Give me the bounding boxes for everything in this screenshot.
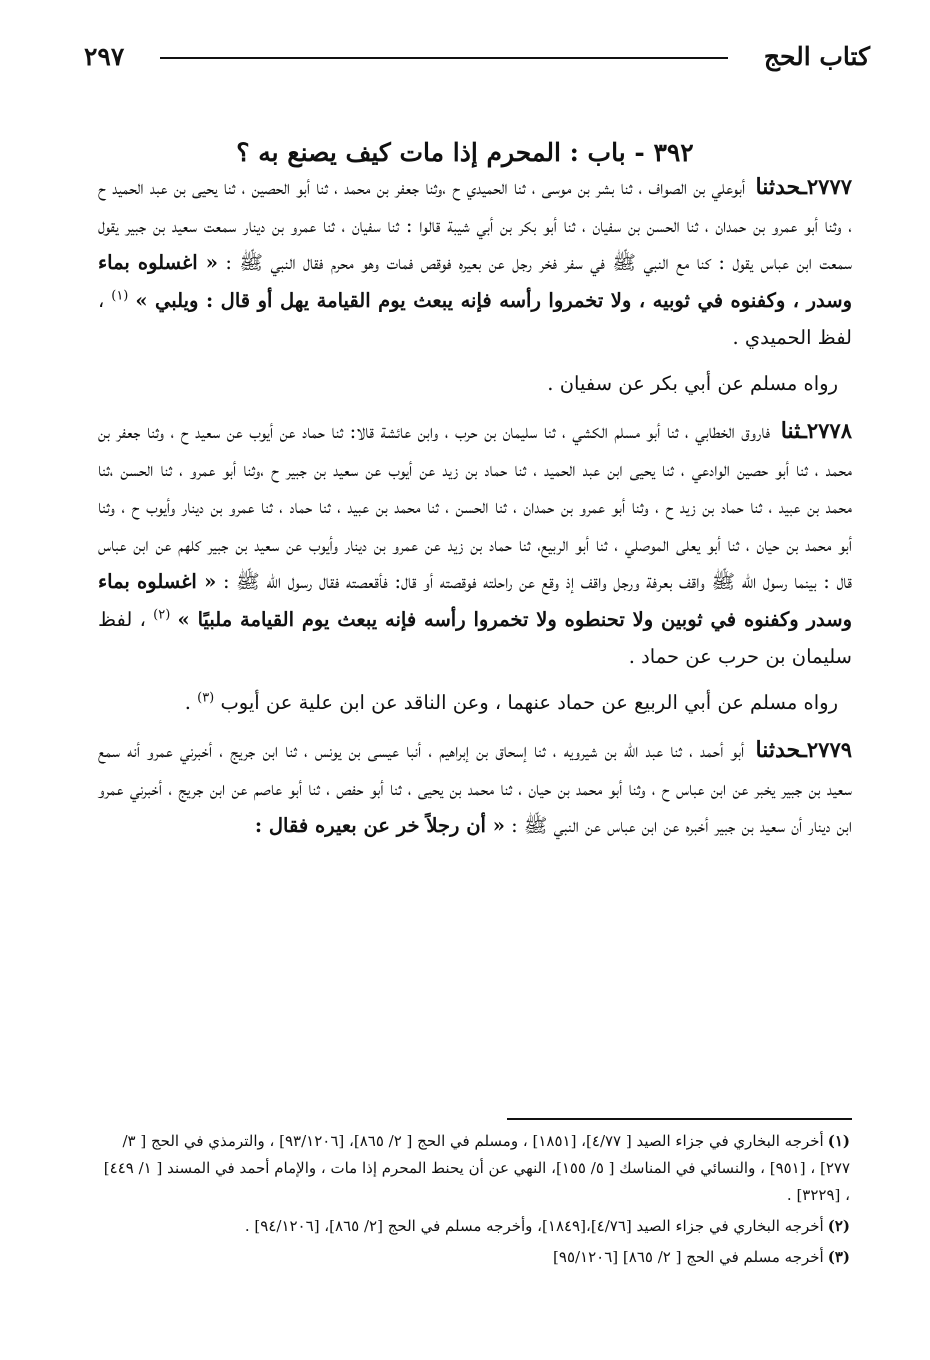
header-rule	[160, 57, 728, 59]
narration-note-1: رواه مسلم عن أبي بكر عن سفيان .	[547, 371, 838, 395]
footnote-ref: (٢)	[153, 607, 171, 622]
footnote-2	[96, 1213, 850, 1240]
footnote-number: (١)	[827, 1132, 850, 1150]
page-header	[84, 42, 870, 82]
wording-note: ، لفظ الحميدي .	[98, 288, 852, 349]
hadith-number: ٢٧٧٧ـ	[800, 174, 853, 199]
hadith-2778	[98, 412, 852, 676]
narration-note-2	[98, 684, 852, 722]
matn-quote: « أن رجلاً خر عن بعيره فقال :	[254, 814, 505, 837]
page-number: ٢٩٧	[84, 42, 125, 71]
footnote-text: أخرجه مسلم في الحج [ ٢/ ٨٦٥] [٩٥/١٢٠٦]	[553, 1248, 824, 1266]
hadith-2777	[98, 168, 852, 357]
transmission-formula: ثنا	[780, 418, 801, 444]
running-book-title: كتاب الحج	[763, 42, 870, 71]
footnote-ref: (٣)	[197, 690, 215, 705]
main-text	[98, 168, 852, 853]
transmission-formula: حدثنا	[755, 174, 801, 200]
footnote-ref: (١)	[111, 288, 129, 303]
footnote-1	[96, 1128, 850, 1209]
isnad-text: أبو أحمد ، ثنا عبد الله بن شيرويه ، ثنا إسحاق بن إبراهيم ، أنبا عيسى بن يونس ، ثنا ابن جريج ، أخبرني عمرو أنه سمع سعيد بن جبير يخبر عن ابن عباس ح ، وثنا أبو محمد بن حيان ، ثنا محمد بن يحيى ، ثنا أبو حفص ، ثنا أبو عاصم عن ابن جريج ، أخبرني عمرو ابن دينار أن سعيد بن جبير أخبره عن ابن عباس عن النبي ﷺ :	[98, 739, 852, 837]
isnad-text: أبوعلي بن الصواف ، ثنا بشر بن موسى ، ثنا الحميدي ح ،وثنا جعفر بن محمد ، ثنا أبو الحصين ، ثنا يحيى بن عبد الحميد ح ، وثنا أبو عمرو بن حمدان ، ثنا الحسن بن سفيان ، ثنا أبو بكر بن أبي شيبة قالوا : ثنا سفيان ، ثنا عمرو بن دينار سمعت سعيد بن جبير يقول سمعت ابن عباس يقول : كنا مع النبي ﷺ في سفر فخر رجل عن بعيره فوقص فمات وهو محرم فقال النبي ﷺ :	[98, 176, 852, 274]
wording-note: ، لفظ سليمان بن حرب عن حماد .	[98, 607, 852, 668]
isnad-text: فاروق الخطابي ، ثنا أبو مسلم الكشي ، ثنا سليمان بن حرب ، وابن عائشة قالا: ثنا حماد عن أيوب عن سعيد ح ، وثنا جعفر بن محمد ، ثنا أبو حصين الوادعي ، ثنا يحيى ابن عبد الحميد ، ثنا حماد بن زيد عن أيوب عن سعيد بن جبير ح ،وثنا أبو عمرو ، ثنا الحسن ،ثنا محمد بن عبيد ، ثنا حماد بن زيد ح ، وثنا أبو عمرو بن حمدان ، ثنا الحسن ، ثنا محمد بن عبيد ، ثنا حماد ، ثنا عمرو بن دينار وأيوب ح ، وثنا أبو محمد بن حيان ، ثنا أبو يعلى الموصلي ، ثنا أبو الربيع، ثنا حماد بن زيد عن عمرو بن دينار وأيوب عن سعيد بن جبير كلهم عن ابن عباس قال : بينما رسول الله ﷺ واقف بعرفة ورجل واقف إذ وقع عن راحلته فوقصته أو قال: فأقعصته فقال رسول الله ﷺ :	[98, 420, 853, 593]
matn-quote: « اغسلوه بماء وسدر وكفنوه في ثوبين ولا تحنطوه ولا تخمروا رأسه فإنه يبعث يوم القيامة ملبيًا »	[98, 570, 852, 631]
narration-end: .	[184, 690, 191, 714]
footnote-text: أخرجه البخاري في جزاء الصيد [٤/٧٦]،[١٨٤٩]، وأخرجه مسلم في الحج [٢/ ٨٦٥]، [٩٤/١٢٠٦] .	[244, 1217, 824, 1235]
transmission-formula: حدثنا	[755, 737, 801, 763]
chapter-title: ٣٩٢ - باب : المحرم إذا مات كيف يصنع به ؟	[236, 137, 694, 167]
hadith-number: ٢٧٧٨ـ	[800, 418, 852, 443]
hadith-2779	[98, 731, 852, 845]
footnote-number: (٣)	[827, 1248, 850, 1266]
footnotes	[96, 1128, 850, 1275]
matn-quote: « اغسلوه بماء وسدر ، وكفنوه في ثوبيه ، ولا تخمروا رأسه فإنه يبعث يوم القيامة يهل أو قال : ويلبي »	[98, 251, 853, 312]
footnote-separator	[507, 1118, 852, 1120]
hadith-number: ٢٧٧٩ـ	[800, 737, 853, 762]
narration-text: رواه مسلم عن أبي الربيع عن حماد عنهما ، وعن الناقد عن ابن علية عن أيوب	[220, 690, 838, 714]
footnote-3	[96, 1244, 850, 1271]
footnote-text: أخرجه البخاري في جزاء الصيد [ ٤/٧٧]، [١٨٥١] ، ومسلم في الحج [ ٢/ ٨٦٥]، [٩٣/١٢٠٦] ، والترمذي في الحج [ ٣/ ٢٧٧] ، [٩٥١] ، والنسائي في المناسك [ ٥/ ١٥٥]، النهي عن أن يحنط المحرم إذا مات ، والإمام أحمد في المسند [ ١/ ٤٤٩] ، [٣٢٢٩] .	[103, 1132, 850, 1204]
footnote-number: (٢)	[827, 1217, 850, 1235]
